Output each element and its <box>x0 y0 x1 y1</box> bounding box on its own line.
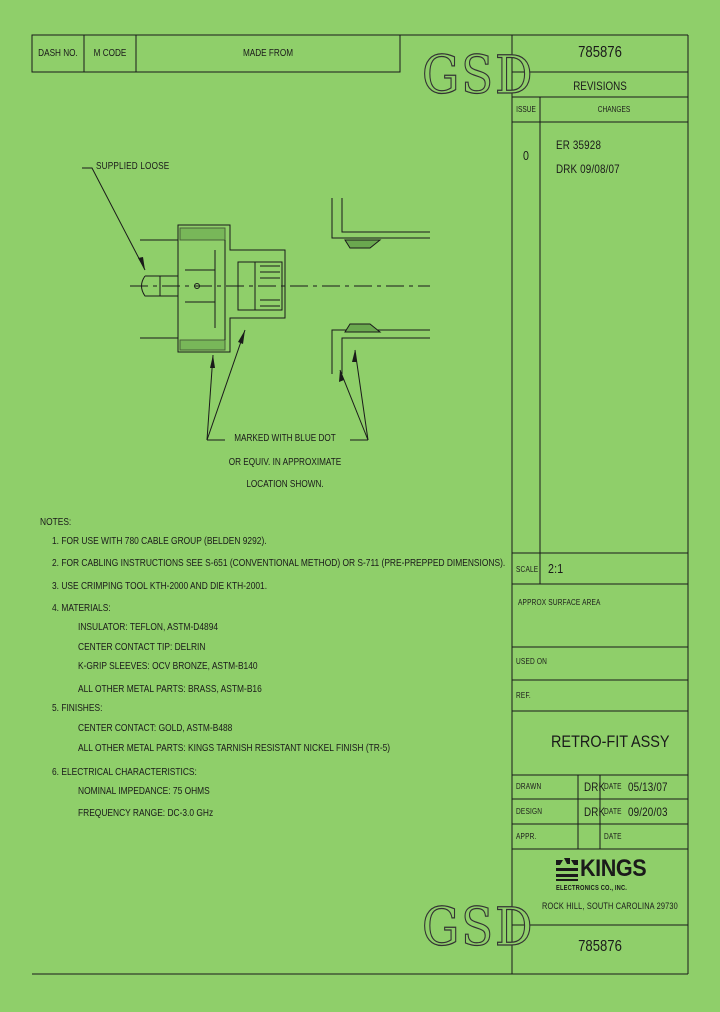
revisions-title: REVISIONS <box>573 79 627 93</box>
er-number: ER 35928 <box>556 138 602 152</box>
scale-value: 2:1 <box>548 561 564 576</box>
marked-line2: OR EQUIV. IN APPROXIMATE <box>228 457 342 468</box>
company-address: ROCK HILL, SOUTH CAROLINA 29730 <box>542 901 678 911</box>
marked-line3: LOCATION SHOWN. <box>246 479 324 490</box>
m-code-label: M CODE <box>93 48 127 59</box>
supplied-loose-label: SUPPLIED LOOSE <box>96 161 170 172</box>
notes-title: NOTES: <box>40 516 72 528</box>
appr-date-label: DATE <box>604 832 622 841</box>
drawn-by: DRK <box>584 780 606 794</box>
drawn-date-label: DATE <box>604 782 622 791</box>
design-date: 09/20/03 <box>628 805 668 819</box>
note-5-other: ALL OTHER METAL PARTS: KINGS TARNISH RESISTANT NICKEL FINISH (TR-5) <box>78 742 391 754</box>
approx-surface-area: APPROX SURFACE AREA <box>518 598 601 607</box>
note-4-tip: CENTER CONTACT TIP: DELRIN <box>78 641 206 653</box>
drawn-date: 05/13/07 <box>628 780 668 794</box>
note-6-frequency: FREQUENCY RANGE: DC-3.0 GHz <box>78 807 214 819</box>
drawn-label: DRAWN <box>516 782 542 791</box>
used-on-label: USED ON <box>516 657 548 666</box>
marked-line1: MARKED WITH BLUE DOT <box>234 433 336 444</box>
note-4-insulator: INSULATOR: TEFLON, ASTM-D4894 <box>78 621 219 633</box>
dash-no-label: DASH NO. <box>38 48 78 59</box>
gsd-stamp-top: GSD <box>422 46 535 106</box>
note-5: 5. FINISHES: <box>52 702 103 714</box>
note-4-sleeves: K-GRIP SLEEVES: OCV BRONZE, ASTM-B140 <box>78 660 258 672</box>
appr-label: APPR. <box>516 832 537 841</box>
kings-logo-icon <box>556 858 578 882</box>
gsd-stamp-bottom: GSD <box>422 898 535 958</box>
note-3: 3. USE CRIMPING TOOL KTH-2000 AND DIE KTH-2001. <box>52 580 268 592</box>
company-name: KINGS <box>580 855 647 882</box>
scale-label: SCALE <box>516 565 539 574</box>
note-6-impedance: NOMINAL IMPEDANCE: 75 OHMS <box>78 785 210 797</box>
note-4: 4. MATERIALS: <box>52 602 111 614</box>
company-subtitle: ELECTRONICS CO., INC. <box>556 885 628 892</box>
design-date-label: DATE <box>604 807 622 816</box>
note-2: 2. FOR CABLING INSTRUCTIONS SEE S-651 (CONVENTIONAL METHOD) OR S-711 (PRE-PREPPED DIMENSIONS). <box>52 557 506 569</box>
ref-label: REF. <box>516 691 531 700</box>
drawing-title: RETRO-FIT ASSY <box>551 732 670 751</box>
drk-date: DRK 09/08/07 <box>556 162 620 176</box>
design-by: DRK <box>584 805 606 819</box>
note-4-other: ALL OTHER METAL PARTS: BRASS, ASTM-B16 <box>78 683 262 695</box>
made-from-label: MADE FROM <box>242 48 294 59</box>
issue-label: ISSUE <box>516 105 536 114</box>
part-number-bottom: 785876 <box>578 938 622 955</box>
issue-value: 0 <box>523 148 529 163</box>
note-5-contact: CENTER CONTACT: GOLD, ASTM-B488 <box>78 722 233 734</box>
note-6: 6. ELECTRICAL CHARACTERISTICS: <box>52 766 197 778</box>
design-label: DESIGN <box>516 807 543 816</box>
note-1: 1. FOR USE WITH 780 CABLE GROUP (BELDEN 9292). <box>52 535 267 547</box>
part-number-top: 785876 <box>578 44 622 61</box>
changes-label: CHANGES <box>597 105 631 114</box>
